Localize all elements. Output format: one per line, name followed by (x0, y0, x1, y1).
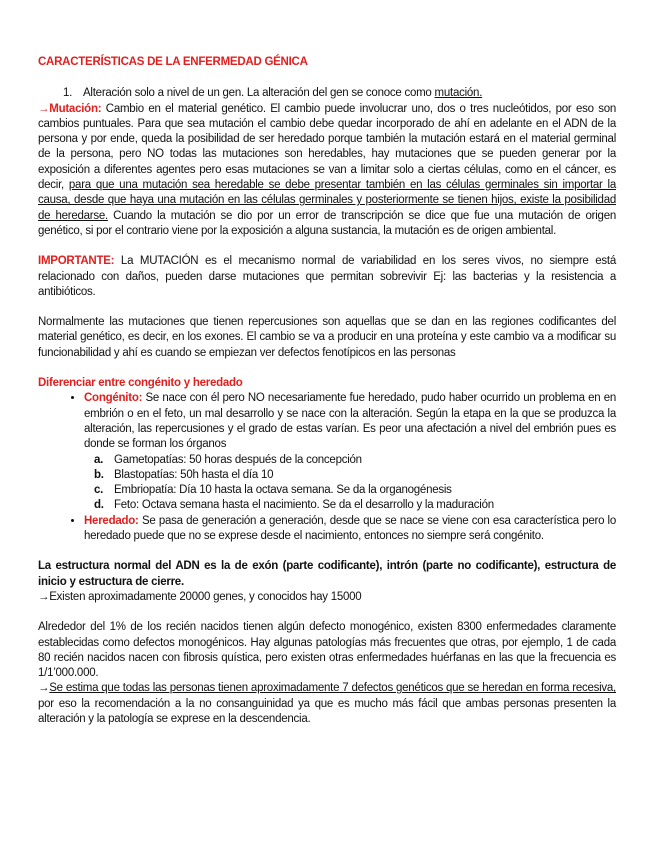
list-item-congenito (84, 391, 616, 513)
mutacion-label: →Mutación: (38, 102, 102, 115)
document-page (38, 55, 616, 727)
diferenciar-heading: Diferenciar entre congénito y heredado (38, 377, 243, 390)
estima-underlined: Se estima que todas las personas tienen aproximadamente 7 defectos genéticos que se heredan en forma recesiva, (49, 682, 616, 695)
item-underlined: mutación. (434, 87, 483, 100)
mutacion-underlined: para que una mutación sea heredable se debe presentar también en las células germinales sin importar la causa, desde que haya una mutación en las células germinales y posteriormente se tienen hijos, existe la posibilidad de heredarse. (38, 179, 616, 222)
estima-text: por eso la recomendación a la no consanguinidad ya que es mucho más fácil que ambas personas presenten la alteración y la patología se exprese en la descendencia. (38, 697, 616, 725)
mutacion-text: Cambio en el material genético. El cambio puede involucrar uno, dos o tres nucleótidos, por eso son cambios puntuales. Para que sea mutación el cambio debe quedar incorporado de ahí en adelante en el ADN de la persona y por ende, queda la posibilidad de ser heredado porque también la mutación estará en el material germinal de la persona, pero NO todas las mutaciones son heredables, hay mutaciones que se pueden generar por la exposición a diferentes agentes pero esas mutaciones se van a limitar solo a ciertas células, como en el cáncer, es decir, (38, 102, 616, 192)
bullet-list (38, 391, 616, 544)
importante-label: IMPORTANTE: (38, 255, 115, 268)
stage-sublist (84, 453, 616, 514)
mutacion-end: Cuando la mutación se dio por un error de transcripción se dice que fue una mutación de origen genético, si por el contrario viene por la exposición a alguna sustancia, la mutación es de origen ambiental. (38, 209, 616, 237)
estima-paragraph (38, 681, 616, 727)
estructura-paragraph: La estructura normal del ADN es la de exón (parte codificante), intrón (parte no codificante), estructura de inicio y estructura de cierre. (38, 560, 616, 588)
list-item-heredado (84, 514, 616, 545)
heredado-text: Se pasa de generación a generación, desde que se nace se viene con esa característica pero lo heredado puede que no se exprese desde el nacimiento, entonces no siempre será congénito. (84, 514, 616, 543)
congenito-text: Se nace con él pero NO necesariamente fue heredado, pudo haber ocurrido un problema en en embrión o en el feto, un mal desarrollo y se nace con la alteración. Según la etapa en la que se produzca la alteración, las repercusiones y el grado de estas varían. Es peor una afectación a nivel del embrión pues es donde se forman los órganos (84, 392, 616, 451)
congenito-label: Congénito: (84, 392, 143, 405)
heredado-label: Heredado: (84, 514, 139, 527)
list-item: d. Feto: Octava semana hasta el nacimiento. Se da el desarrollo y la maduración (94, 499, 494, 512)
numbered-item-1 (38, 86, 616, 101)
genes-paragraph: →Existen aproximadamente 20000 genes, y conocidos hay 15000 (38, 590, 362, 603)
mutacion-paragraph (38, 102, 616, 240)
item-number: 1. (63, 87, 73, 100)
list-item: b. Blastopatías: 50h hasta el día 10 (94, 468, 274, 481)
arrow-glyph: → (38, 682, 50, 695)
item-text: Alteración solo a nivel de un gen. La alteración del gen se conoce como (83, 87, 435, 100)
importante-paragraph (38, 254, 616, 300)
normal-paragraph: Normalmente las mutaciones que tienen repercusiones son aquellas que se dan en las regiones codificantes del material genético, es decir, en los exones. El cambio se va a producir en una proteína y este cambio va a modificar su funcionabilidad y ahí es cuando se empiezan ver defectos fenotípicos en las personas (38, 316, 616, 359)
alrededor-paragraph: Alrededor del 1% de los recién nacidos tienen algún defecto monogénico, existen 8300 enfermedades claramente establecidas como defectos monogénicos. Hay algunas patologías más frecuentes que otras, por ejemplo, 1 de cada 80 recién nacidos nacen con fibrosis quística, pero existen otras enfermedades huérfanas en las que la frecuencia es 1/1’000.000. (38, 621, 616, 680)
importante-text: La MUTACIÓN es el mecanismo normal de variabilidad en los seres vivos, no siempre está relacionado con daños, pueden darse mutaciones que permitan sobrevivir Ej: las bacterias y la resistencia a antibióticos. (38, 255, 616, 298)
page-title: CARACTERÍSTICAS DE LA ENFERMEDAD GÉNICA (38, 56, 308, 68)
list-item: a. Gametopatías: 50 horas después de la concepción (94, 453, 362, 466)
list-item: c. Embriopatía: Día 10 hasta la octava semana. Se da la organogénesis (94, 484, 452, 497)
